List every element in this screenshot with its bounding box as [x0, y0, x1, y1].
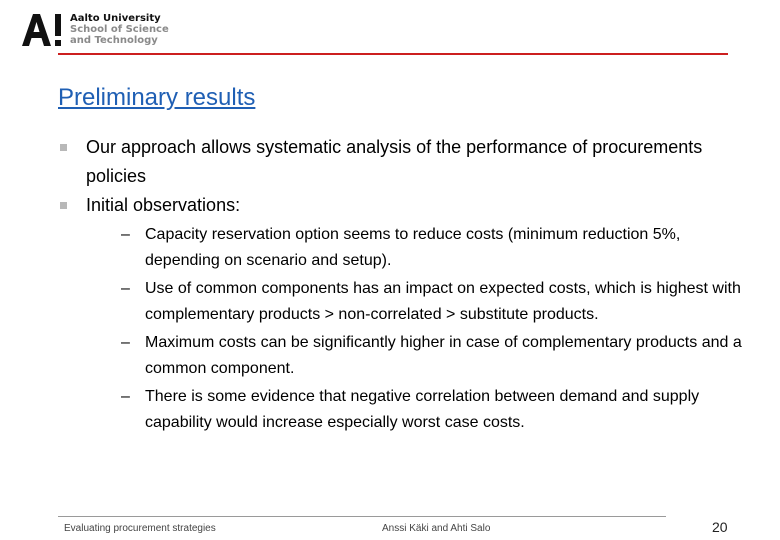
bullet-text: Initial observations:	[86, 195, 241, 215]
slide-body	[58, 133, 758, 438]
sub-bullet-item	[86, 384, 758, 436]
sub-bullet-text: Use of common components has an impact on expected costs, which is highest with complementary products > non-correlated > substitute products.	[145, 280, 741, 323]
page-number: 20	[712, 519, 728, 535]
square-bullet-icon	[60, 202, 67, 209]
footer-divider	[58, 516, 666, 517]
bullet-item	[58, 133, 758, 191]
sub-bullet-text: Maximum costs can be significantly higher in case of complementary products and a common component.	[145, 334, 742, 377]
footer-presentation-title: Evaluating procurement strategies	[64, 523, 216, 534]
dash-bullet: –	[121, 334, 130, 351]
logo-line-university: Aalto University	[70, 13, 161, 24]
slide-title: Preliminary results	[58, 84, 256, 111]
sub-bullet-item	[86, 276, 758, 328]
footer-authors: Anssi Käki and Ahti Salo	[382, 523, 491, 534]
sub-bullet-list	[86, 222, 758, 436]
sub-bullet-text: Capacity reservation option seems to reduce costs (minimum reduction 5%, depending on scenario and setup).	[145, 226, 681, 269]
square-bullet-icon	[60, 144, 67, 151]
aalto-logo-icon	[20, 12, 64, 48]
dash-bullet: –	[121, 280, 130, 297]
sub-bullet-item	[86, 330, 758, 382]
logo-line-school: School of Science	[70, 24, 169, 35]
header-divider	[58, 53, 728, 55]
bullet-item	[58, 191, 758, 436]
sub-bullet-text: There is some evidence that negative correlation between demand and supply capability would increase especially worst case costs.	[145, 388, 700, 431]
bullet-text: Our approach allows systematic analysis of the performance of procurements policies	[86, 137, 703, 186]
dash-bullet: –	[121, 388, 130, 405]
dash-bullet: –	[121, 226, 130, 243]
logo-line-technology: and Technology	[70, 35, 158, 46]
sub-bullet-item	[86, 222, 758, 274]
bullet-list	[58, 133, 758, 436]
logo-text	[70, 13, 210, 46]
